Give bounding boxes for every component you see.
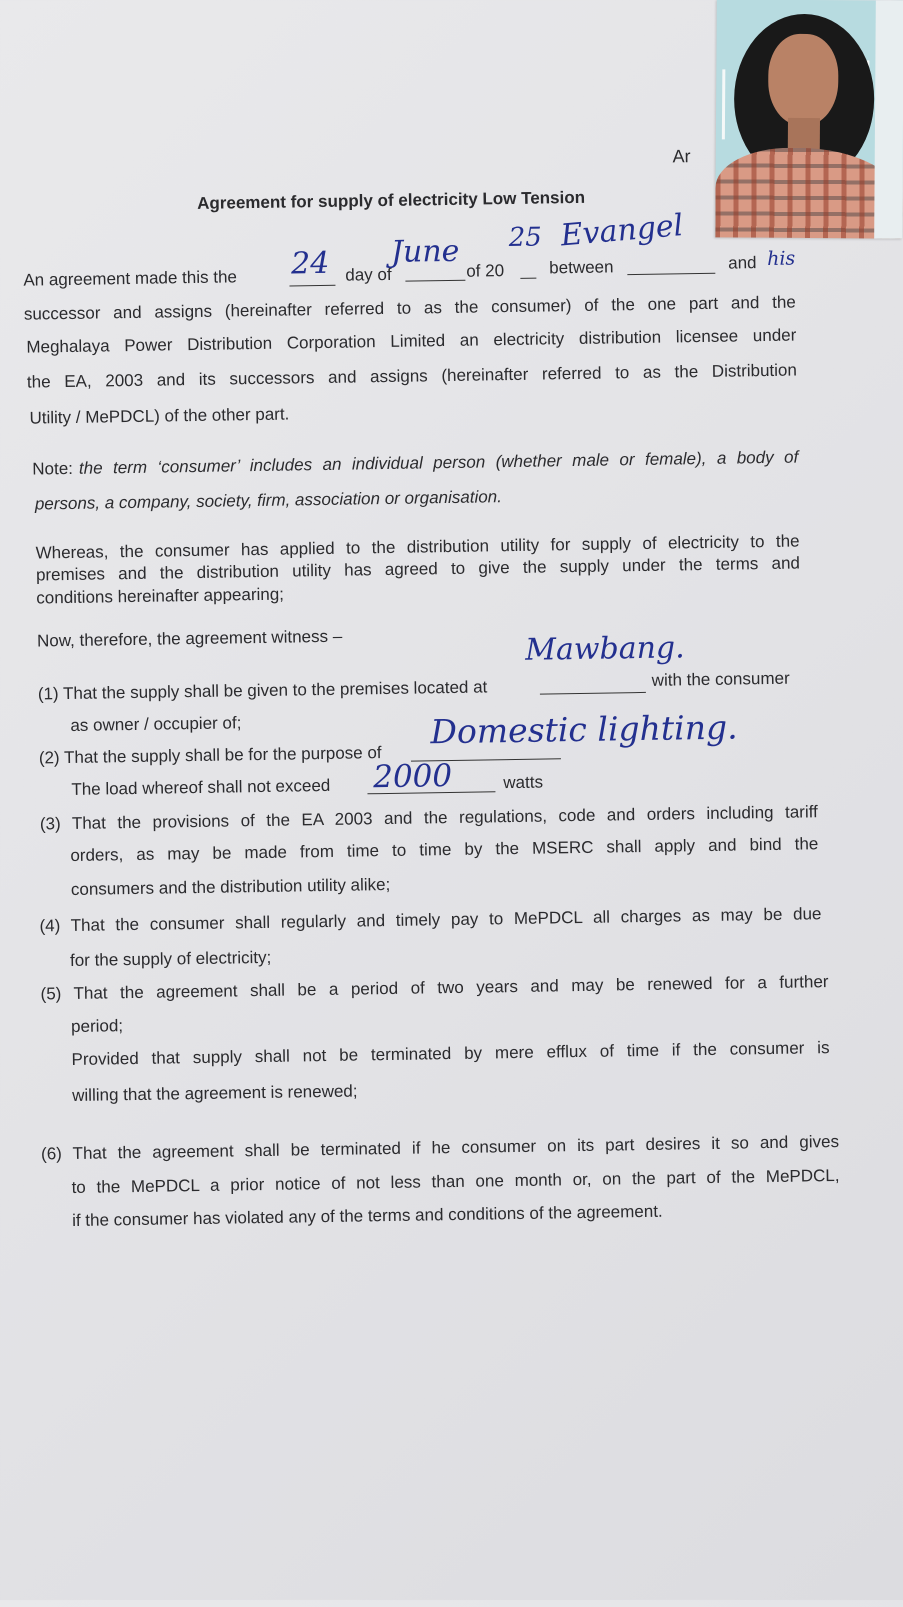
day-blank: [289, 285, 335, 287]
note-line-1: [32, 448, 798, 480]
intro-text-1e: and: [728, 253, 757, 273]
clause-6-text-2: to the MePDCL a prior notice of not less than one month or, on the part of the MePDCL,: [71, 1165, 840, 1198]
handwritten-name: Evangel: [559, 208, 685, 254]
clause-1-text-a: (1) That the supply shall be given to the premises located at: [37, 677, 488, 704]
whereas-text-3: conditions hereinafter appearing;: [36, 584, 285, 608]
handwritten-pronoun: his: [766, 247, 796, 270]
clause-5-text-1: (5) That the agreement shall be a period of two years and may be renewed for a further: [40, 972, 829, 1004]
intro-text-1d: between: [549, 257, 614, 278]
corner-text: Ar: [672, 146, 691, 167]
handwritten-year: 25: [508, 222, 543, 254]
intro-text-5: Utility / MePDCL) of the other part.: [29, 404, 290, 428]
clause-1-text-c: as owner / occupier of;: [70, 713, 242, 735]
clause-4-text-1: (4) That the consumer shall regularly and timely pay to MePDCL all charges as may be due: [39, 904, 822, 936]
clause-5-text-2: period;: [70, 1016, 124, 1036]
name-blank: [627, 273, 715, 275]
applicant-photo: [715, 0, 903, 239]
clause-2-text-c: watts: [503, 772, 544, 793]
intro-text-4: the EA, 2003 and its successors and assigns (hereinafter referred to as the Distribution: [26, 360, 798, 392]
month-blank: [405, 280, 465, 282]
whereas-text-2: premises and the distribution utility has agreed to give the supply under the terms and: [35, 553, 801, 585]
handwritten-month: June: [390, 233, 460, 270]
note-text-1: the term ‘consumer’ includes an individual person (whether male or female), a body of: [78, 447, 799, 478]
note-label: Note:: [32, 458, 74, 479]
clause-2-text-b: The load whereof shall not exceed: [71, 775, 331, 799]
intro-text-2: successor and assigns (hereinafter referred to as the consumer) of the one part and the: [23, 292, 796, 324]
clause-6-text-1: (6) That the agreement shall be terminated if he consumer on its part desires it so and gives: [40, 1131, 840, 1164]
handwritten-premises: Mawbang.: [524, 630, 685, 668]
clause-3-text-2: orders, as may be made from time to time by the MSERC shall apply and bind the: [70, 834, 819, 865]
photo-corner: [874, 0, 903, 238]
intro-text-3: Meghalaya Power Distribution Corporation Limited an electricity distribution licensee under: [26, 325, 797, 357]
handwritten-day: 24: [290, 245, 330, 282]
intro-text-1a: An agreement made this the: [23, 267, 238, 290]
whereas-text-1: Whereas, the consumer has applied to the distribution utility for supply of electricity to the: [35, 531, 800, 563]
handwritten-purpose: Domestic lighting.: [430, 707, 738, 752]
premises-blank: [540, 692, 646, 695]
note-text-2: persons, a company, society, firm, association or organisation.: [34, 487, 503, 514]
clause-3-text-1: (3) That the provisions of the EA 2003 and the regulations, code and orders including tariff: [39, 802, 818, 834]
page-title: Agreement for supply of electricity Low Tension: [197, 187, 586, 213]
clause-6-text-3: if the consumer has violated any of the terms and conditions of the agreement.: [71, 1201, 663, 1230]
intro-text-1b: day of: [345, 264, 392, 285]
clause-4-text-2: for the supply of electricity;: [69, 947, 272, 970]
clause-1-text-b: with the consumer: [651, 668, 790, 690]
clause-5-text-3: Provided that supply shall not be terminated by mere efflux of time if the consumer is: [71, 1038, 830, 1069]
photo-face: [768, 34, 839, 126]
handwritten-load: 2000: [372, 757, 453, 796]
clause-2-text-a: (2) That the supply shall be for the purpose of: [38, 743, 382, 768]
now-therefore-text: Now, therefore, the agreement witness –: [36, 626, 343, 651]
intro-text-1c: of 20: [466, 261, 505, 281]
clause-3-text-3: consumers and the distribution utility alike;: [70, 874, 391, 899]
photo-backdrop-line: [722, 69, 725, 139]
clause-5-text-4: willing that the agreement is renewed;: [72, 1081, 358, 1105]
year-blank: [520, 278, 536, 279]
